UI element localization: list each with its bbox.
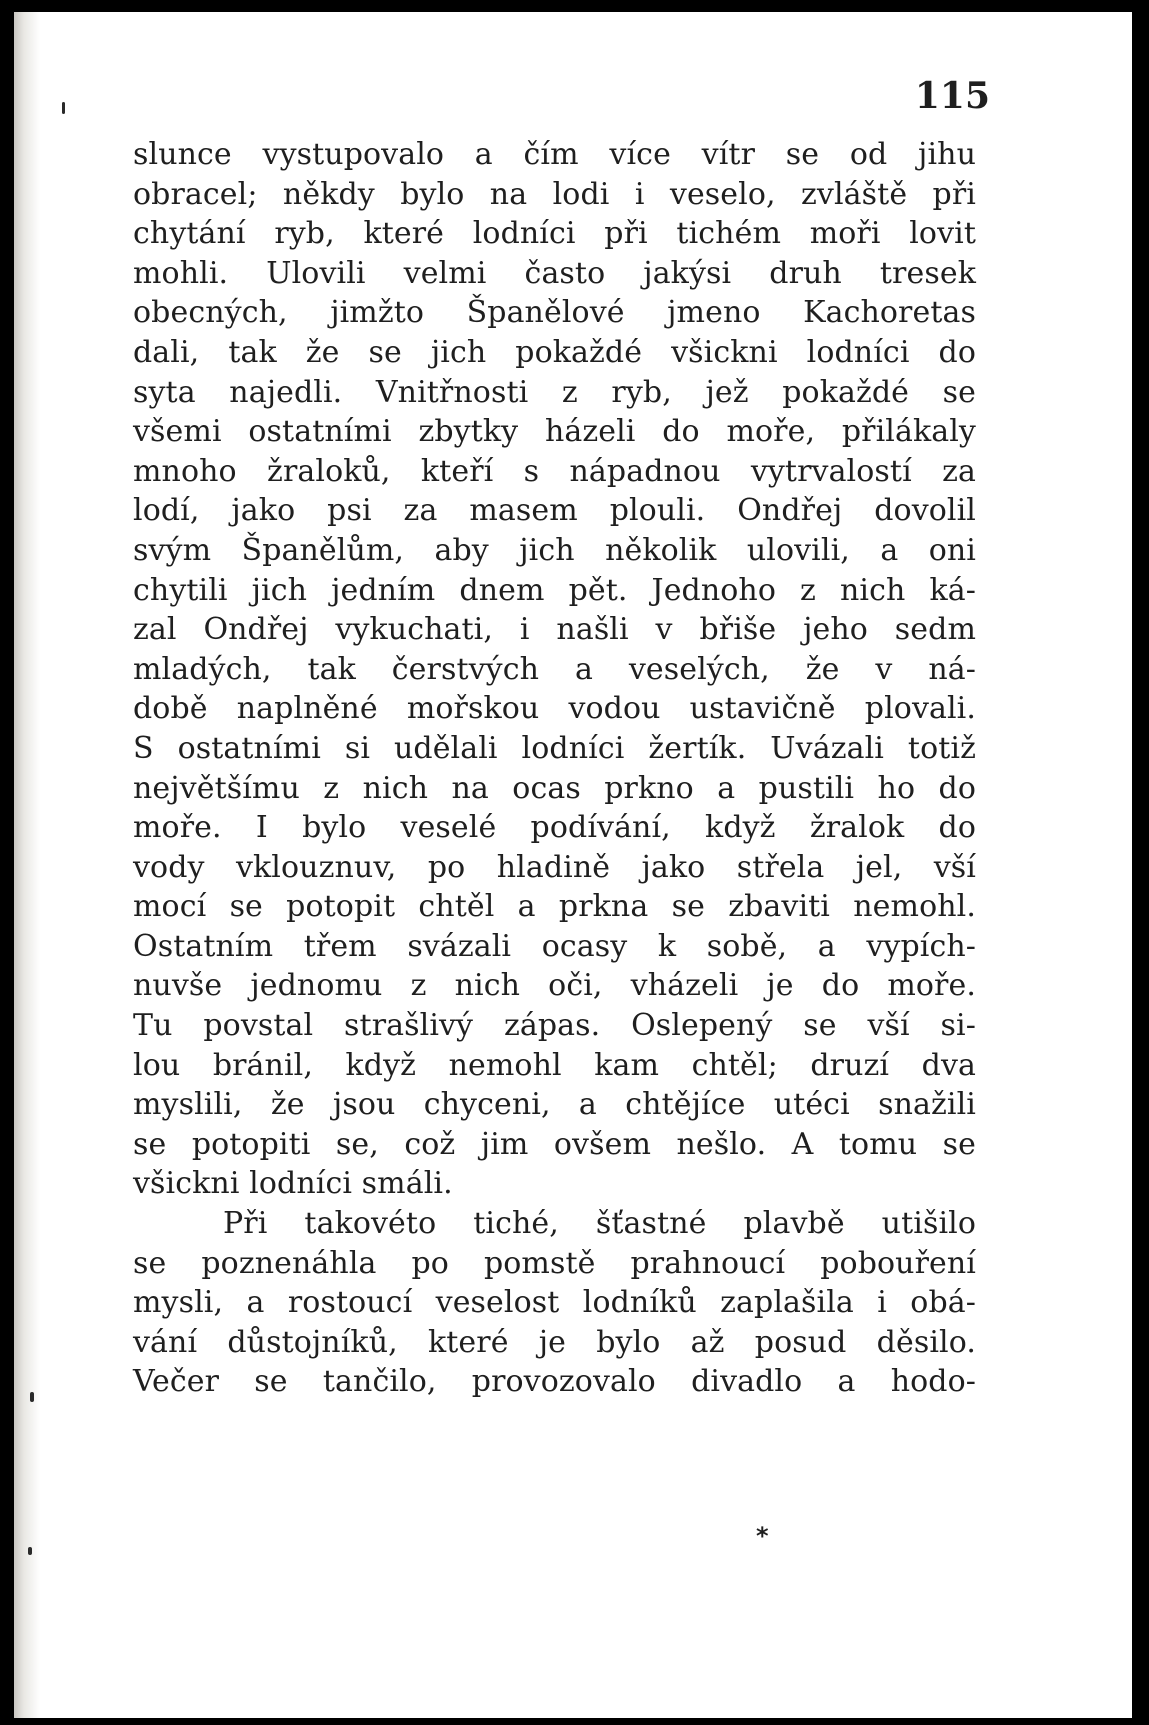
text-line: Při takovéto tiché, šťastné plavbě utišilo xyxy=(223,1206,976,1242)
paper-speck xyxy=(30,1392,34,1402)
text-line: nuvše jednomu z nich oči, vházeli je do moře. xyxy=(133,968,976,1004)
text-line: době naplněné mořskou vodou ustavičně plovali. xyxy=(133,691,976,727)
text-line: lodí, jako psi za masem plouli. Ondřej dovolil xyxy=(133,493,976,529)
text-line: vody vklouznuv, po hladině jako střela jel, vší xyxy=(133,849,976,885)
text-line: myslili, že jsou chyceni, a chtějíce utéci snažili xyxy=(133,1087,976,1123)
text-line: obracel; někdy bylo na lodi i veselo, zvláště při xyxy=(133,176,976,212)
text-line: největšímu z nich na ocas prkno a pustili ho do xyxy=(133,770,976,806)
page-number: 115 xyxy=(914,75,990,117)
text-line: všickni lodníci smáli. xyxy=(133,1166,453,1202)
text-line: lou bránil, když nemohl kam chtěl; druzí dva xyxy=(133,1047,976,1083)
text-line: Večer se tančilo, provozovalo divadlo a hodo- xyxy=(133,1364,976,1400)
text-line: se poznenáhla po pomstě prahnoucí pobouření xyxy=(133,1245,976,1281)
text-line: slunce vystupovalo a čím více vítr se od jihu xyxy=(133,137,976,172)
text-line: mysli, a rostoucí veselost lodníků zaplašila i obá- xyxy=(133,1285,976,1321)
text-line: vání důstojníků, které je bylo až posud děsilo. xyxy=(133,1324,976,1360)
text-line: mocí se potopit chtěl a prkna se zbaviti nemohl. xyxy=(133,889,976,925)
text-line: všemi ostatními zbytky házeli do moře, přilákaly xyxy=(133,414,976,450)
text-line: zal Ondřej vykuchati, i našli v břiše jeho sedm xyxy=(133,612,976,648)
text-line: chytili jich jedním dnem pět. Jednoho z nich ká- xyxy=(133,572,976,608)
text-line: Tu povstal strašlivý zápas. Oslepený se vší si- xyxy=(133,1008,976,1044)
text-line: moře. I bylo veselé podívání, když žralok do xyxy=(133,810,976,846)
paper-speck xyxy=(28,1547,32,1555)
text-line: se potopiti se, což jim ovšem nešlo. A tomu se xyxy=(133,1126,976,1162)
text-line: syta najedli. Vnitřnosti z ryb, jež pokaždé se xyxy=(133,374,976,410)
paper-speck xyxy=(62,102,65,114)
paragraph xyxy=(133,1204,976,1402)
page-gutter-shadow xyxy=(14,12,40,1718)
text-line: mladých, tak čerstvých a veselých, že v ná- xyxy=(133,651,976,687)
text-line: dali, tak že se jich pokaždé všickni lodníci do xyxy=(133,334,976,370)
text-line: mohli. Ulovili velmi často jakýsi druh tresek xyxy=(133,255,976,291)
body-text xyxy=(133,135,976,1402)
paragraph xyxy=(133,135,976,1204)
text-line: Ostatním třem svázali ocasy k sobě, a vypích- xyxy=(133,928,976,964)
text-line: svým Španělům, aby jich několik ulovili, a oni xyxy=(133,532,976,568)
text-line: obecných, jimžto Španělové jmeno Kachoretas xyxy=(133,295,976,331)
text-line: chytání ryb, které lodníci při tichém moři lovit xyxy=(133,216,976,252)
book-page xyxy=(14,12,1132,1718)
signature-mark: * xyxy=(756,1522,769,1550)
text-line: S ostatními si udělali lodníci žertík. Uvázali totiž xyxy=(133,730,976,766)
text-line: mnoho žraloků, kteří s nápadnou vytrvalostí za xyxy=(133,453,976,489)
